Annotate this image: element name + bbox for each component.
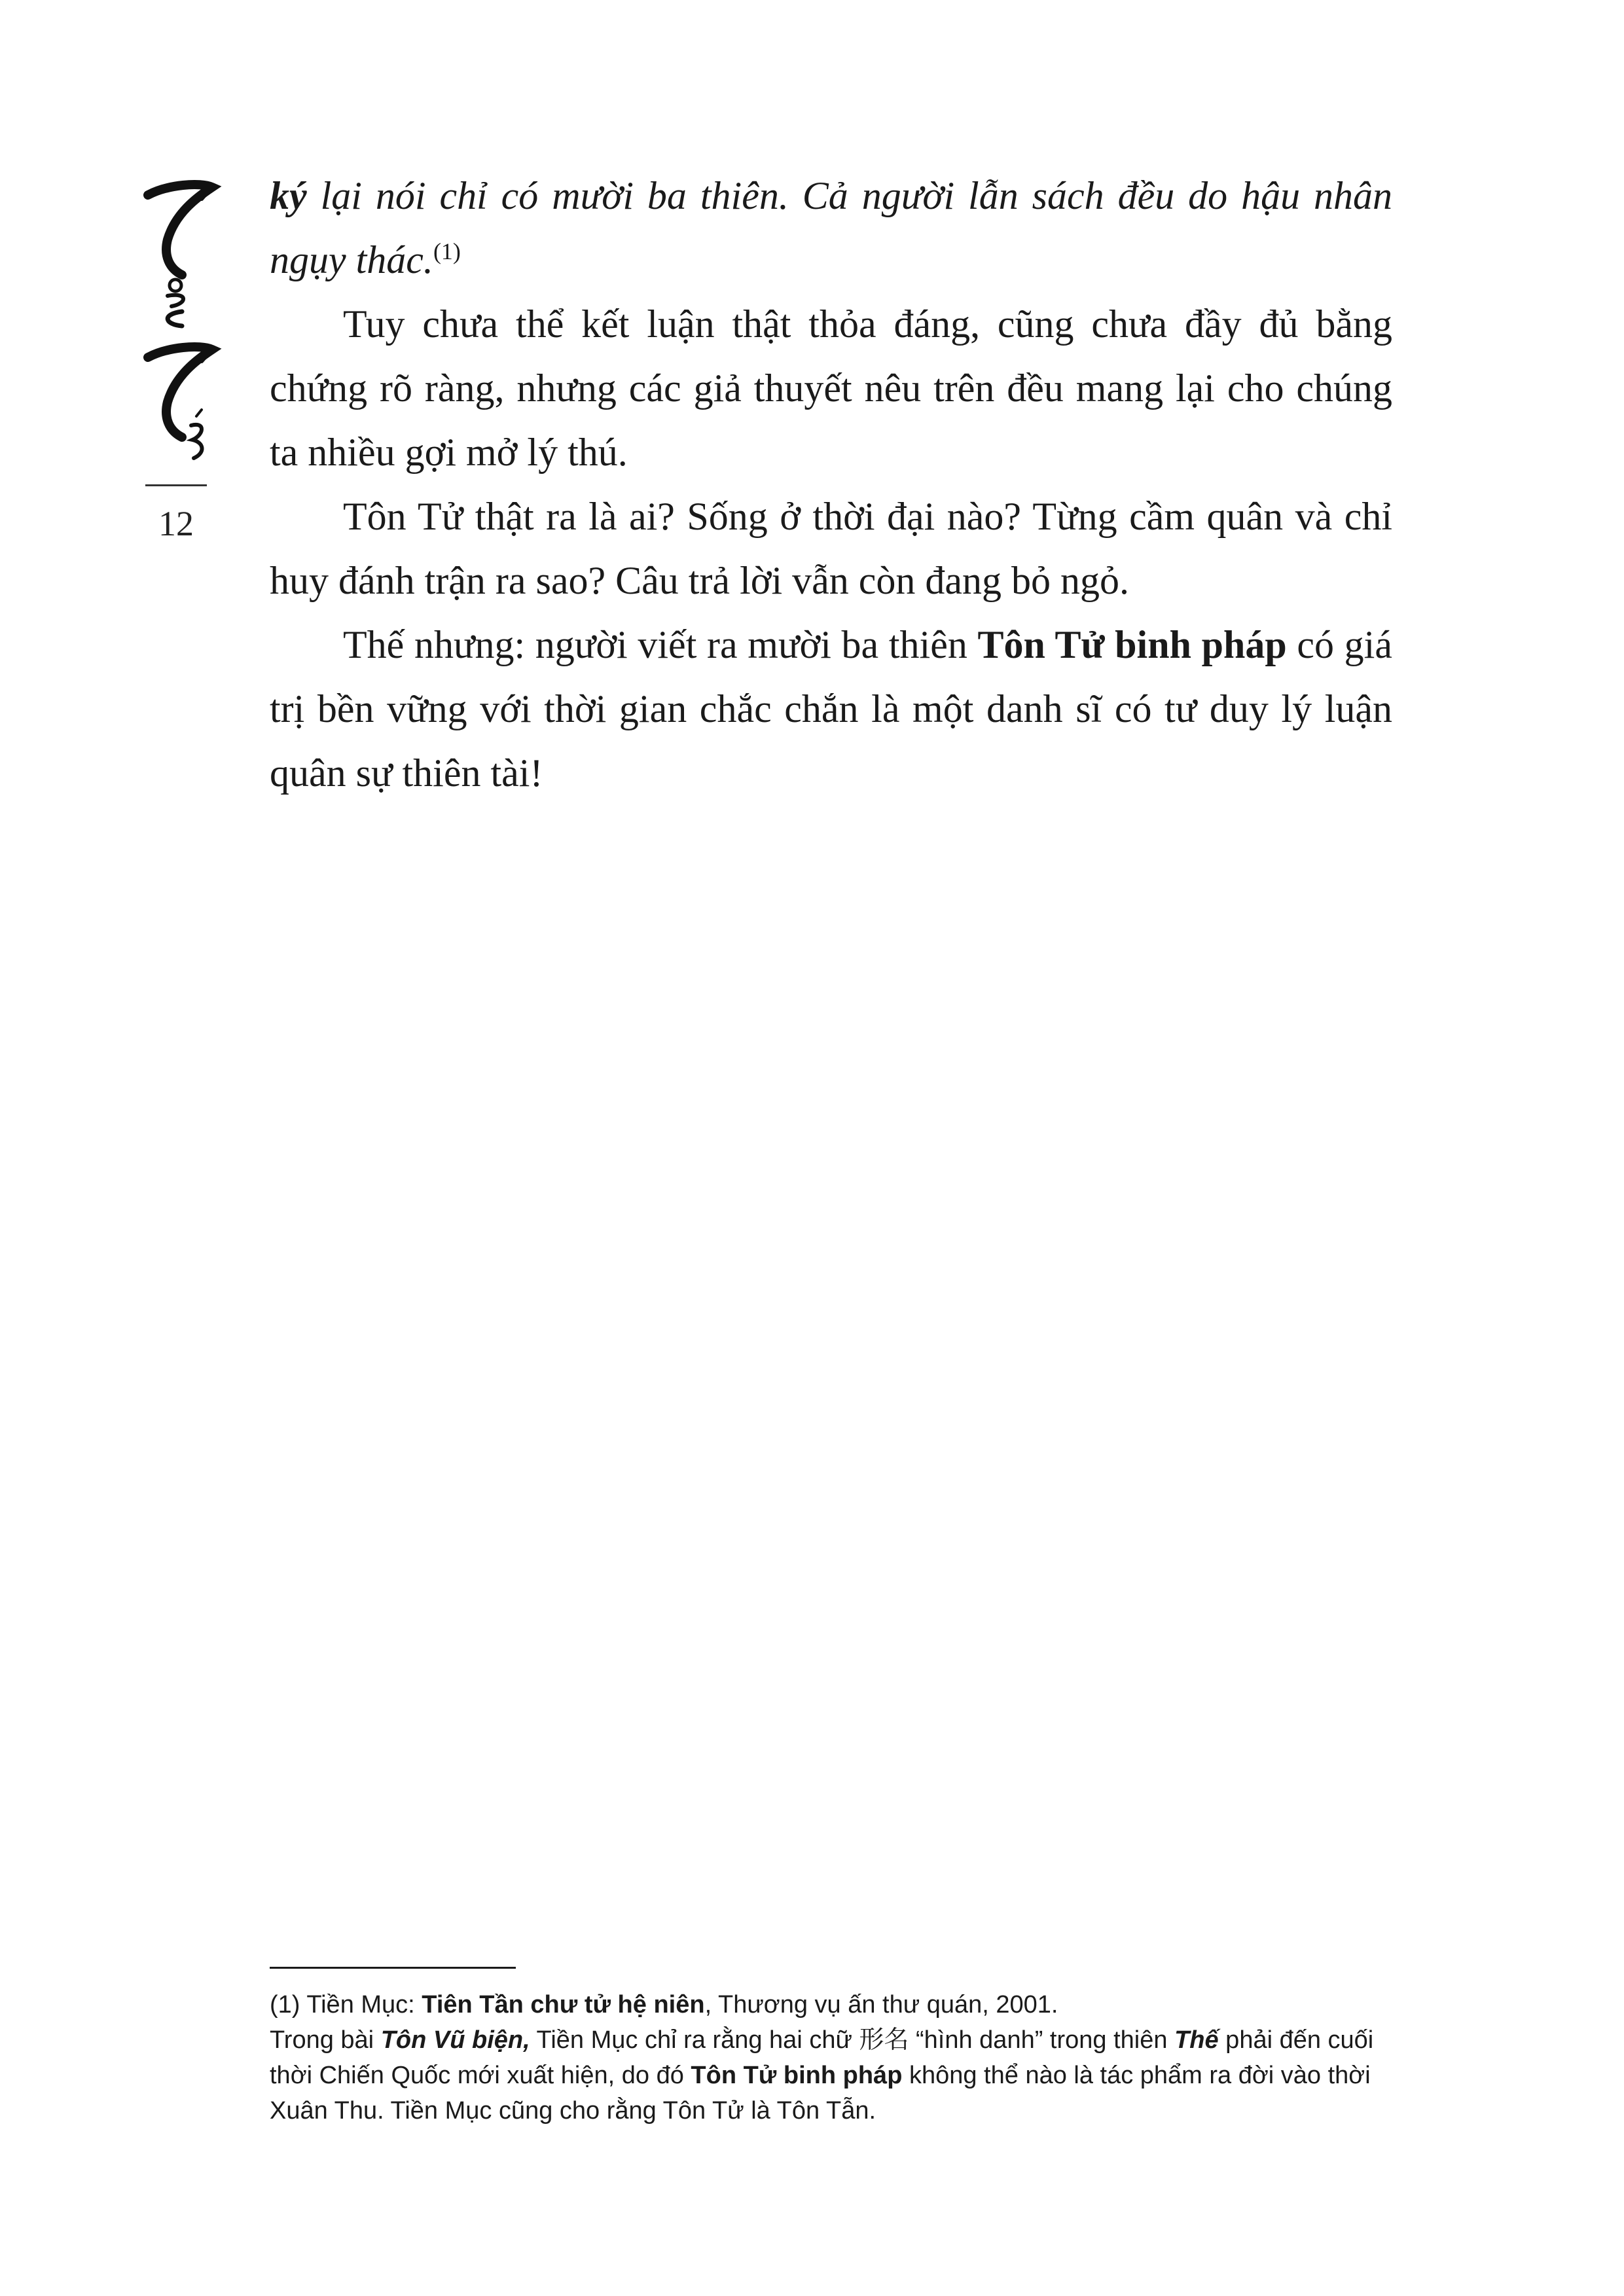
footnote-text-c: phải đến cuối thời Chiến Quốc mới xuất hiện, do đó [270,2026,1374,2089]
footnote-text-b: Tiền Mục chỉ ra rằng hai chữ 形名 “hình danh” trong thiên [530,2026,1175,2054]
paragraph-1-text: lại nói chỉ có mười ba thiên. Cả người lẫn sách đều do hậu nhân ngụy thác. [270,174,1392,281]
paragraph-4 [270,613,1392,805]
footnote-publisher: , Thương vụ ấn thư quán, 2001. [704,1991,1058,2018]
footnote-text-d: không thể nào là tác phẩm ra đời vào thời Xuân Thu. Tiền Mục cũng cho rằng Tôn Tử là Tôn Tẫn. [270,2062,1371,2125]
footnote-essay-title: Tôn Vũ biện, [380,2026,530,2054]
footnote-ref[interactable]: (1) [433,238,461,264]
paragraph-4-before: Thế nhưng: người viết ra mười ba thiên [343,623,978,666]
paragraph-1 [270,164,1392,292]
footnote [270,1987,1392,2128]
footnote-divider [270,1967,516,1969]
paragraph-2: Tuy chưa thể kết luận thật thỏa đáng, cũng chưa đầy đủ bằng chứng rõ ràng, nhưng các giả thuyết nêu trên đều mang lại cho chúng ta nhiều gợi mở lý thú. [270,302,1392,474]
bold-word: ký [270,174,307,217]
footnote-chapter-title: Thế [1174,2026,1219,2054]
book-title-bold: Tôn Tử binh pháp [977,623,1287,666]
paragraph-3: Tôn Tử thật ra là ai? Sống ở thời đại nào? Từng cầm quân và chỉ huy đánh trận ra sao? Câu trả lời vẫn còn đang bỏ ngỏ. [270,495,1392,602]
margin-divider [145,484,207,486]
footnote-source-title: Tiên Tần chư tử hệ niên [422,1991,705,2018]
footnote-line-2 [270,2022,1392,2128]
calligraphy-logo [128,175,226,470]
footnote-text-a: Trong bài [270,2026,381,2054]
page-number: 12 [158,504,194,543]
margin-calligraphy-title [128,175,226,470]
footnote-book-title: Tôn Tử binh pháp [691,2062,903,2089]
main-text [270,164,1392,805]
footnote-prefix: (1) Tiền Mục: [270,1991,422,2018]
footnote-line-1 [270,1987,1392,2022]
paragraph-4-after: có giá trị bền vững với thời gian chắc chắn là một danh sĩ có tư duy lý luận quân sự thiên tài! [270,623,1392,795]
